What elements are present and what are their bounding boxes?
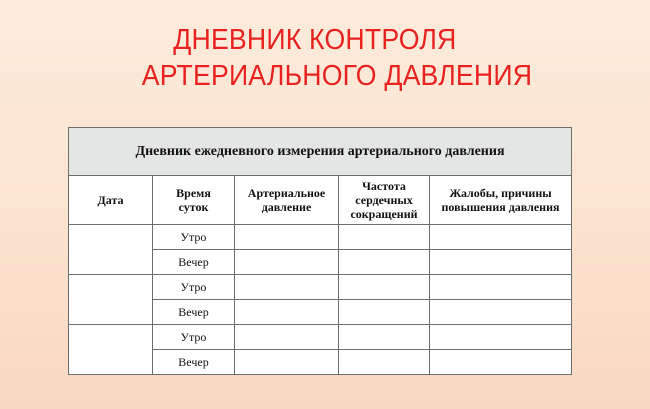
heart-rate-cell[interactable] (339, 350, 430, 375)
bp-diary-table (68, 127, 572, 375)
table-body (69, 225, 572, 375)
complaints-cell[interactable] (430, 300, 572, 325)
title-line-1: ДНЕВНИК КОНТРОЛЯ (173, 24, 457, 56)
header-text-line: Артериальное (247, 186, 326, 200)
blood-pressure-cell[interactable] (235, 225, 339, 250)
time-of-day-cell: Вечер (153, 300, 235, 325)
heart-rate-cell[interactable] (339, 325, 430, 350)
header-text-line: Жалобы, причины (449, 186, 552, 200)
header-text-line: повышения давления (441, 200, 560, 214)
complaints-cell[interactable] (430, 250, 572, 275)
time-of-day-cell: Вечер (153, 350, 235, 375)
header-complaints (430, 176, 572, 225)
table-row (69, 275, 572, 300)
header-time-of-day (153, 176, 235, 225)
time-of-day-cell: Утро (153, 325, 235, 350)
date-cell[interactable] (69, 275, 153, 325)
heart-rate-cell[interactable] (339, 275, 430, 300)
heart-rate-cell[interactable] (339, 300, 430, 325)
header-date (69, 176, 153, 225)
header-text-line: Частота (362, 179, 406, 193)
table-caption-row (69, 128, 572, 176)
title-line-2: АРТЕРИАЛЬНОГО ДАВЛЕНИЯ (141, 60, 533, 92)
table-header-row (69, 176, 572, 225)
blood-pressure-cell[interactable] (235, 250, 339, 275)
time-of-day-cell: Утро (153, 275, 235, 300)
table-caption: Дневник ежедневного измерения артериального давления (69, 128, 572, 176)
blood-pressure-cell[interactable] (235, 300, 339, 325)
time-of-day-cell: Утро (153, 225, 235, 250)
blood-pressure-cell[interactable] (235, 275, 339, 300)
heart-rate-cell[interactable] (339, 225, 430, 250)
header-text-line: суток (178, 200, 209, 214)
blood-pressure-cell[interactable] (235, 350, 339, 375)
heart-rate-cell[interactable] (339, 250, 430, 275)
header-text-line: давление (261, 200, 312, 214)
page-title (26, 22, 624, 94)
header-text-line: сердечных (355, 193, 413, 207)
table-row (69, 325, 572, 350)
header-text-line: сокращений (350, 207, 418, 221)
complaints-cell[interactable] (430, 350, 572, 375)
complaints-cell[interactable] (430, 325, 572, 350)
date-cell[interactable] (69, 325, 153, 375)
header-text-line: Время (176, 186, 211, 200)
complaints-cell[interactable] (430, 275, 572, 300)
date-cell[interactable] (69, 225, 153, 275)
complaints-cell[interactable] (430, 225, 572, 250)
blood-pressure-cell[interactable] (235, 325, 339, 350)
table-row (69, 225, 572, 250)
header-blood-pressure (235, 176, 339, 225)
time-of-day-cell: Вечер (153, 250, 235, 275)
header-heart-rate (339, 176, 430, 225)
header-text-line: Дата (97, 193, 124, 207)
